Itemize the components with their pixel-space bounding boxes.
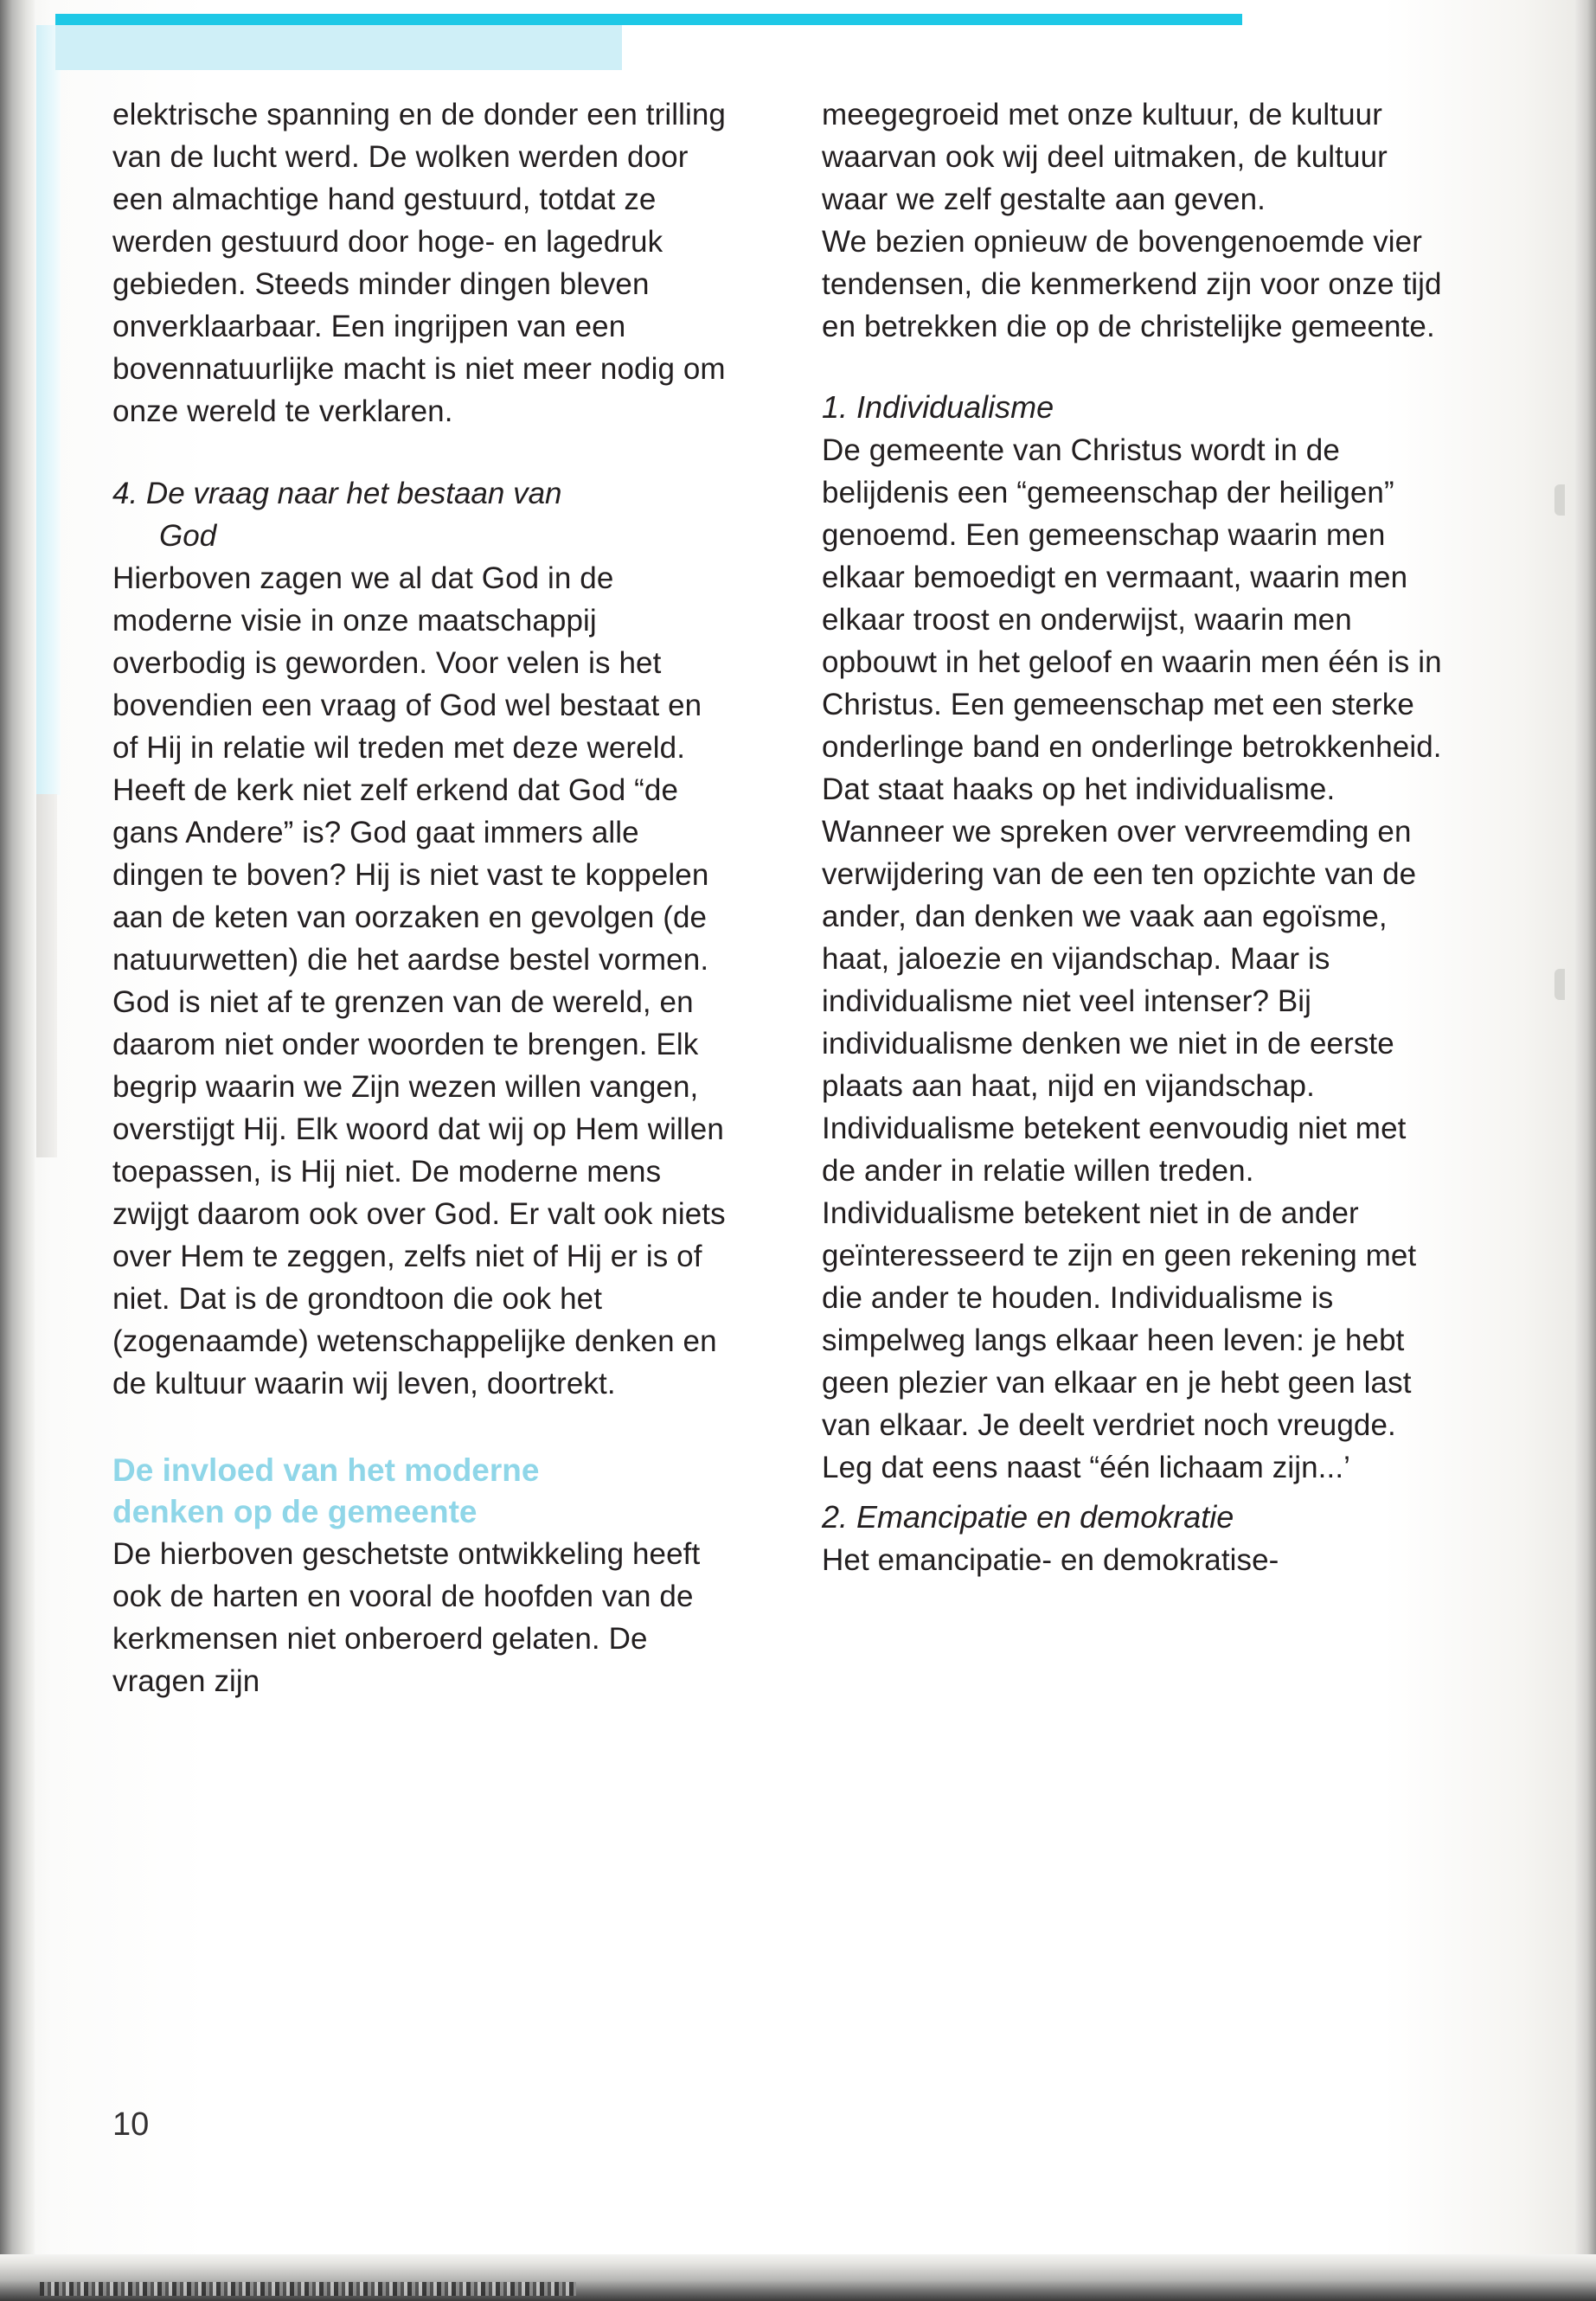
- left-paragraph-3: De hierboven geschetste ontwikkeling heeft ook de harten en vooral de hoofden van de kerkmensen niet onberoerd gelaten. De vragen zijn: [112, 1537, 701, 1698]
- section-heading-4-line2: God: [159, 519, 217, 553]
- left-paragraph-1: elektrische spanning en de donder een trilling van de lucht werd. De wolken werden door een almachtige hand gestuurd, totdat ze werden gestuurd door hoge- en lagedruk gebieden. Steeds minder dingen bleven onverklaarbaar. Een ingrijpen van een bovennatuurlijke macht is niet meer nodig om onze wereld te verklaren.: [112, 98, 726, 428]
- subheading-emancipatie: 2. Emancipatie en demokratie: [822, 1499, 1234, 1535]
- section-heading-4: [112, 472, 735, 557]
- left-column: [112, 93, 735, 1702]
- page-number: 10: [112, 2106, 150, 2143]
- right-paragraph-1: meegegroeid met onze kultuur, de kultuur waarvan ook wij deel uitmaken, de kultuur waar we zelf gestalte aan geven.: [822, 98, 1388, 216]
- right-paragraph-6: Het emancipatie- en demokratise-: [822, 1543, 1279, 1577]
- subheading-individualisme: 1. Individualisme: [822, 389, 1054, 425]
- section-heading-4-line1: 4. De vraag naar het bestaan van: [112, 477, 562, 510]
- right-column: [822, 93, 1445, 1581]
- right-paragraph-3: De gemeente van Christus wordt in de belijdenis een “gemeenschap der heiligen” genoemd. Een gemeenschap waarin men elkaar bemoedigt en vermaant, waarin men elkaar troost en onderwijst, waarin men opbouwt in het geloof en waarin men één is in Christus. Een gemeenschap met een sterke onderlinge band en onderlinge betrokkenheid. Dat staat haaks op het individualisme.: [822, 433, 1442, 806]
- blue-section-heading: [112, 1450, 735, 1533]
- left-paragraph-2: Hierboven zagen we al dat God in de moderne visie in onze maatschappij overbodig is geworden. Voor velen is het bovendien een vraag of God wel bestaat en of Hij in relatie wil treden met deze wereld. Heeft de kerk niet zelf erkend dat God “de gans Andere” is? God gaat immers alle dingen te boven? Hij is niet vast te koppelen aan de keten van oorzaken en gevolgen (de natuurwetten) die het aardse bestel vormen. God is niet af te grenzen van de wereld, en daarom niet onder woorden te brengen. Elk begrip waarin we Zijn wezen willen vangen, overstijgt Hij. Elk woord dat wij op Hem willen toepassen, is Hij niet. De moderne mens zwijgt daarom ook over God. Er valt ook niets over Hem te zeggen, zelfs niet of Hij er is of niet. Dat is de grondtoon die ook het (zogenaamde) wetenschappelijke denken en de kultuur waarin wij leven, doortrekt.: [112, 561, 726, 1400]
- right-paragraph-2: We bezien opnieuw de bovengenoemde vier tendensen, die kenmerkend zijn voor onze tijd en betrekken die op de christelijke gemeente.: [822, 225, 1442, 343]
- right-paragraph-4: Wanneer we spreken over vervreemding en verwijdering van de een ten opzichte van de ander, dan denken we vaak aan egoïsme, haat, jaloezie en vijandschap. Maar is individualisme niet veel intenser? Bij individualisme denken we niet in de eerste plaats aan haat, nijd en vijandschap. Individualisme betekent eenvoudig niet met de ander in relatie willen treden. Individualisme betekent niet in de ander geïnteresseerd te zijn en geen rekening met die ander te houden. Individualisme is simpelweg langs elkaar heen leven: je hebt geen plezier van elkaar en je hebt geen last van elkaar. Je deelt verdriet noch vreugde.: [822, 815, 1417, 1442]
- right-paragraph-5: Leg dat eens naast “één lichaam zijn...’: [822, 1451, 1351, 1484]
- blue-heading-line-1: De invloed van het moderne: [112, 1452, 540, 1488]
- blue-heading-line-2: denken op de gemeente: [112, 1494, 478, 1529]
